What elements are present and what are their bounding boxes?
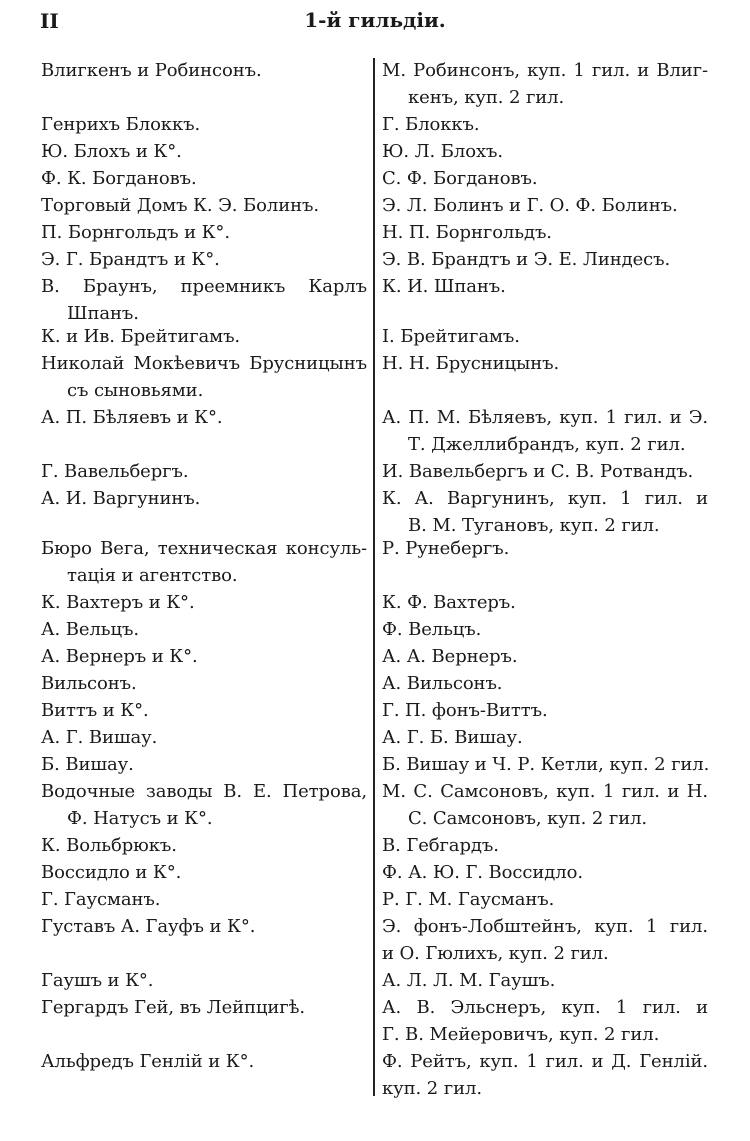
owners-line: И. Вавельбергъ и С. В. Ротвандъ. (382, 461, 694, 482)
owners-names (382, 860, 708, 887)
owners-names (382, 166, 708, 193)
owners-names (382, 536, 708, 563)
firm-name-line: Ю. Блохъ и К°. (41, 141, 182, 162)
firm-name (41, 112, 367, 139)
firm-name (41, 351, 367, 404)
firm-name-line: К. Вахтеръ и К°. (41, 592, 195, 613)
owners-names (382, 351, 708, 378)
owners-line: Р. Г. М. Гаусманъ. (382, 889, 555, 910)
owners-line: В. М. Тугановъ, куп. 2 гил. (408, 514, 660, 536)
firm-name (41, 220, 367, 247)
firm-name (41, 779, 367, 832)
firm-name-line: Торговый Домъ К. Э. Болинъ. (41, 195, 320, 216)
firm-name (41, 671, 367, 698)
firm-name (41, 274, 367, 327)
firm-name-line: Вильсонъ. (41, 673, 137, 694)
owners-line: М. Робинсонъ, куп. 1 гил. и Влиг- (382, 60, 708, 81)
firm-name-line: тація и агентство. (67, 564, 238, 586)
owners-names (382, 644, 708, 671)
firm-name (41, 247, 367, 274)
owners-line: Б. Вишау и Ч. Р. Кетли, куп. 2 гил. (382, 754, 710, 775)
owners-names (382, 833, 708, 860)
firm-name (41, 405, 367, 432)
owners-line: кенъ, куп. 2 гил. (408, 86, 565, 108)
firm-name (41, 459, 367, 486)
owners-line: А. П. М. Бѣляевъ, куп. 1 гил. и Э. (382, 407, 708, 428)
owners-names (382, 725, 708, 752)
owners-line: А. Л. Л. М. Гаушъ. (382, 970, 556, 991)
owners-line: К. И. Шпанъ. (382, 276, 506, 297)
firm-name-line: Влигкенъ и Робинсонъ. (41, 60, 262, 81)
firm-name-line: А. Вельцъ. (41, 619, 139, 640)
owners-line: С. Ф. Богдановъ. (382, 168, 538, 189)
firm-name (41, 324, 367, 351)
firm-name (41, 752, 367, 779)
owners-names (382, 698, 708, 725)
owners-names (382, 112, 708, 139)
owners-line: А. Г. Б. Вишау. (382, 727, 523, 748)
owners-names (382, 274, 708, 301)
firm-name-line: В. Браунъ, преемникъ Карлъ (41, 276, 367, 297)
owners-names (382, 914, 708, 967)
firm-name (41, 193, 367, 220)
owners-line: Г. В. Мейеровичъ, куп. 2 гил. (382, 1023, 660, 1045)
firm-name-line: А. П. Бѣляевъ и К°. (41, 407, 223, 428)
firm-name-line: Гергардъ Гей, въ Лейпцигѣ. (41, 997, 305, 1018)
owners-names (382, 324, 708, 351)
owners-line: Р. Рунебергъ. (382, 538, 510, 559)
owners-line: А. Вильсонъ. (382, 673, 503, 694)
firm-name-line: Э. Г. Брандтъ и К°. (41, 249, 220, 270)
firm-name-line: Г. Гаусманъ. (41, 889, 161, 910)
owners-line: куп. 2 гил. (382, 1077, 482, 1099)
firm-name (41, 914, 367, 941)
owners-line: Г. Блоккъ. (382, 114, 480, 135)
owners-names (382, 995, 708, 1048)
owners-line: К. А. Варгунинъ, куп. 1 гил. и (382, 488, 708, 509)
firm-name (41, 725, 367, 752)
firm-name (41, 1049, 367, 1076)
firm-name-line: А. И. Варгунинъ. (41, 488, 201, 509)
owners-names (382, 752, 708, 779)
firm-name-line: Шпанъ. (67, 302, 139, 324)
owners-line: Э. В. Брандтъ и Э. Е. Линдесъ. (382, 249, 671, 270)
firm-name-line: К. Вольбрюкъ. (41, 835, 177, 856)
firm-name-line: Ф. Натусъ и К°. (67, 807, 213, 829)
owners-names (382, 220, 708, 247)
firm-name-line: Бюро Вега, техническая консуль- (41, 538, 367, 559)
owners-names (382, 779, 708, 832)
owners-names (382, 968, 708, 995)
owners-line: Н. Н. Брусницынъ. (382, 353, 560, 374)
firm-name (41, 486, 367, 513)
firm-name-line: Ф. К. Богдановъ. (41, 168, 197, 189)
owners-line: М. С. Самсоновъ, куп. 1 гил. и Н. (382, 781, 708, 802)
owners-names (382, 590, 708, 617)
owners-line: Э. фонъ-Лобштейнъ, куп. 1 гил. (382, 916, 708, 937)
firm-name (41, 968, 367, 995)
firm-name (41, 887, 367, 914)
firm-name-line: Виттъ и К°. (41, 700, 149, 721)
firm-name-line: Альфредъ Генлій и К°. (41, 1051, 255, 1072)
owners-line: С. Самсоновъ, куп. 2 гил. (408, 807, 648, 829)
owners-names (382, 459, 708, 486)
firm-name-line: А. Вернеръ и К°. (41, 646, 198, 667)
firm-name-line: Г. Вавельбергъ. (41, 461, 189, 482)
owners-line: А. В. Эльснеръ, куп. 1 гил. и (382, 997, 708, 1018)
firm-name-line: Густавъ А. Гауфъ и К°. (41, 916, 256, 937)
owners-names (382, 671, 708, 698)
firm-name-line: Гаушъ и К°. (41, 970, 154, 991)
page-title: 1-й гильдіи. (304, 8, 446, 32)
owners-names (382, 405, 708, 458)
owners-names (382, 193, 708, 220)
owners-line: К. Ф. Вахтеръ. (382, 592, 516, 613)
owners-names (382, 887, 708, 914)
firm-name-line: Генрихъ Блоккъ. (41, 114, 201, 135)
firm-name (41, 617, 367, 644)
firm-name (41, 590, 367, 617)
owners-line: Ф. Вельцъ. (382, 619, 482, 640)
owners-line: Г. П. фонъ-Виттъ. (382, 700, 548, 721)
firm-name-line: П. Борнгольдъ и К°. (41, 222, 230, 243)
page-number: II (40, 9, 59, 33)
owners-line: А. А. Вернеръ. (382, 646, 518, 667)
owners-line: Ф. А. Ю. Г. Воссидло. (382, 862, 583, 883)
owners-names (382, 58, 708, 111)
firm-name-line: Водочные заводы В. Е. Петрова, (41, 781, 367, 802)
owners-line: и О. Гюлихъ, куп. 2 гил. (382, 942, 609, 964)
owners-names (382, 486, 708, 539)
firm-name (41, 58, 367, 85)
firm-name (41, 698, 367, 725)
owners-names (382, 1049, 708, 1102)
owners-line: Ю. Л. Блохъ. (382, 141, 504, 162)
firm-name (41, 644, 367, 671)
owners-line: Э. Л. Болинъ и Г. О. Ф. Болинъ. (382, 195, 678, 216)
owners-names (382, 617, 708, 644)
firm-name (41, 166, 367, 193)
firm-name (41, 833, 367, 860)
owners-line: Н. П. Борнгольдъ. (382, 222, 552, 243)
firm-name (41, 536, 367, 589)
owners-line: І. Брейтигамъ. (382, 326, 520, 347)
owners-line: В. Гебгардъ. (382, 835, 499, 856)
firm-name (41, 139, 367, 166)
firm-name-line: съ сыновьями. (67, 379, 204, 401)
firm-name (41, 860, 367, 887)
owners-names (382, 247, 708, 274)
owners-names (382, 139, 708, 166)
owners-line: Т. Джеллибрандъ, куп. 2 гил. (408, 433, 686, 455)
owners-line: Ф. Рейтъ, куп. 1 гил. и Д. Генлій. (382, 1051, 708, 1072)
firm-name-line: А. Г. Вишау. (41, 727, 158, 748)
firm-name (41, 995, 367, 1022)
firm-name-line: Б. Вишау. (41, 754, 134, 775)
firm-name-line: Воссидло и К°. (41, 862, 182, 883)
firm-name-line: Николай Мокѣевичъ Брусницынъ (41, 353, 367, 374)
firm-name-line: К. и Ив. Брейтигамъ. (41, 326, 241, 347)
